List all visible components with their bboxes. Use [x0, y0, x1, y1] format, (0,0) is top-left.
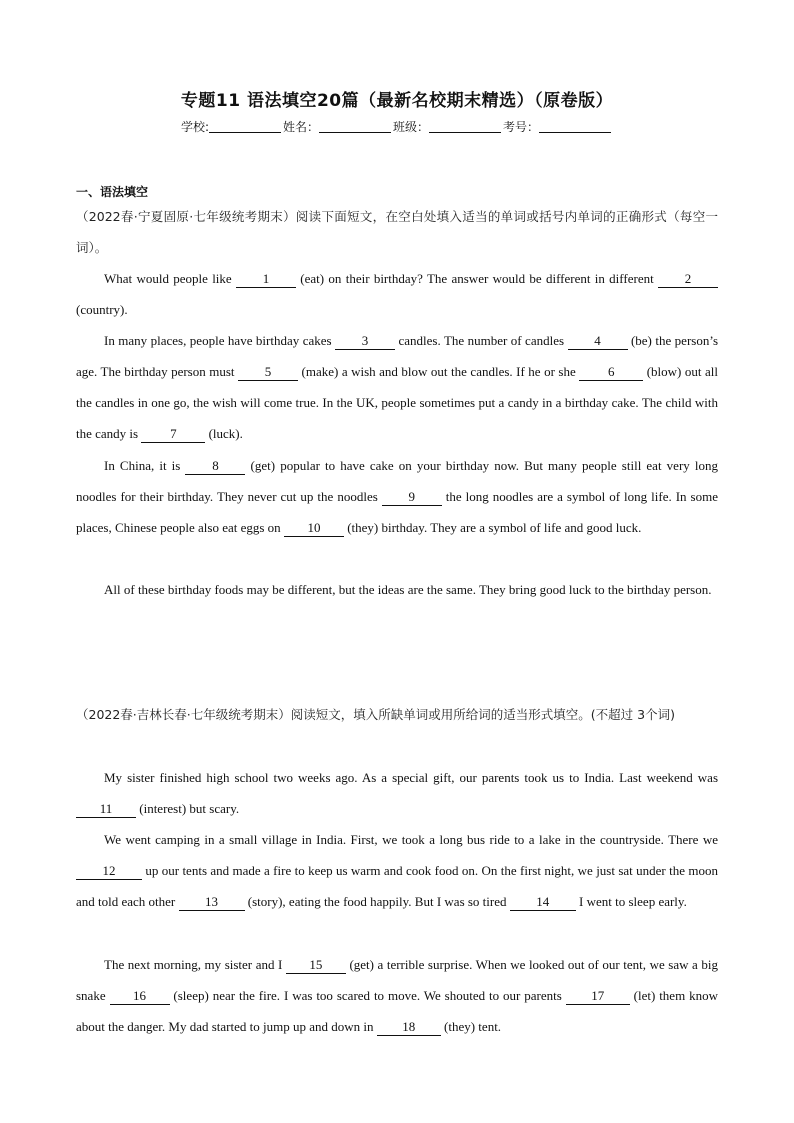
page-title: 专题11 语法填空20篇（最新名校期末精选）（原卷版）: [180, 91, 614, 111]
passage1-paragraph-2: [76, 325, 718, 449]
blank-12[interactable]: 12: [76, 863, 142, 880]
section-title: 一、语法填空: [76, 185, 149, 199]
text-run: (they) birthday. They are a symbol of life and good luck.: [343, 520, 642, 535]
text-run: candles. The number of candles: [395, 333, 568, 348]
blank-9[interactable]: 9: [382, 489, 442, 506]
text-run: (eat) on their birthday? The answer would be different in different: [296, 271, 658, 286]
blank-17[interactable]: 17: [566, 988, 630, 1005]
school-blank[interactable]: [209, 120, 281, 133]
name-blank[interactable]: [319, 120, 391, 133]
passage2-paragraph-3: [76, 949, 718, 1042]
passage1-paragraph-1: [76, 263, 718, 325]
text-run: (interest) but scary.: [136, 801, 240, 816]
passage2-source: （2022春·吉林长春·七年级统考期末）阅读短文，填入所缺单词或用所给词的适当形式填空。(不超过 3个词): [76, 707, 675, 722]
text-run: (get) popular to have cake on your birthday now. But many people still eat very long noodles for their birthday. They never cut up the noodles: [76, 458, 718, 504]
text-run: (luck).: [205, 426, 243, 441]
blank-7[interactable]: 7: [141, 426, 205, 443]
blank-8[interactable]: 8: [185, 458, 245, 475]
text-run: We went camping in a small village in India. First, we took a long bus ride to a lake in the countryside. There we: [104, 832, 718, 847]
blank-5[interactable]: 5: [238, 364, 298, 381]
blank-11[interactable]: 11: [76, 801, 136, 818]
blank-2[interactable]: 2: [658, 271, 718, 288]
text-run: (get) a terrible surprise. When we looked out of our tent, we saw a big snake: [76, 957, 718, 1003]
text-run: In many places, people have birthday cakes: [104, 333, 336, 348]
passage1-source: （2022春·宁夏固原·七年级统考期末）阅读下面短文，在空白处填入适当的单词或括号内单词的正确形式（每空一词）。: [76, 209, 718, 255]
blank-10[interactable]: 10: [284, 520, 344, 537]
passage1-paragraph-3: [76, 450, 718, 543]
exam-no-blank[interactable]: [539, 120, 611, 133]
text-run: (country).: [76, 302, 128, 317]
blank-1[interactable]: 1: [236, 271, 296, 288]
text-run: (story), eating the food happily. But I was so tired: [244, 894, 510, 909]
blank-18[interactable]: 18: [377, 1019, 441, 1036]
blank-6[interactable]: 6: [579, 364, 643, 381]
text-run: The next morning, my sister and I: [104, 957, 286, 972]
text-run: (be) the person’s age. The birthday person must: [76, 333, 719, 379]
blank-13[interactable]: 13: [179, 894, 245, 911]
blank-16[interactable]: 16: [110, 988, 170, 1005]
exam-no-field: [503, 118, 613, 135]
name-field: [283, 118, 393, 135]
text-run: I went to sleep early.: [575, 894, 687, 909]
blank-3[interactable]: 3: [335, 333, 395, 350]
text-run: the long noodles are a symbol of long life. In some places, Chinese people also eat eggs on: [76, 489, 719, 535]
class-blank[interactable]: [429, 120, 501, 133]
text-run: (they) tent.: [440, 1019, 502, 1034]
school-label: 学校:: [180, 120, 209, 134]
text-run: (sleep) near the fire. I was too scared to move. We shouted to our parents: [169, 988, 566, 1003]
name-label: 姓名：: [283, 120, 320, 134]
text-run: My sister finished high school two weeks ago. As a special gift, our parents took us to India. Last weekend was: [104, 770, 718, 785]
passage1-paragraph-4: All of these birthday foods may be different, but the ideas are the same. They bring good luck to the birthday person.: [104, 582, 712, 597]
text-run: (let) them know about the danger. My dad started to jump up and down in: [76, 988, 718, 1034]
text-run: What would people like: [104, 271, 236, 286]
text-run: (blow) out all the candles in one go, the wish will come true. In the UK, people sometimes put a candy in a birthday cake. The child with the candy is: [76, 364, 718, 441]
class-field: [393, 118, 503, 135]
blank-15[interactable]: 15: [286, 957, 346, 974]
passage2-paragraph-2: [76, 824, 718, 917]
blank-14[interactable]: 14: [510, 894, 576, 911]
exam-no-label: 考号：: [503, 120, 540, 134]
blank-4[interactable]: 4: [568, 333, 628, 350]
class-label: 班级：: [393, 120, 430, 134]
text-run: (make) a wish and blow out the candles. If he or she: [298, 364, 580, 379]
text-run: In China, it is: [104, 458, 186, 473]
passage2-paragraph-1: [76, 762, 718, 824]
text-run: up our tents and made a fire to keep us warm and cook food on. On the first night, we just sat under the moon and told each other: [76, 863, 718, 909]
student-info-row: [0, 118, 794, 135]
school-field: [181, 118, 283, 135]
